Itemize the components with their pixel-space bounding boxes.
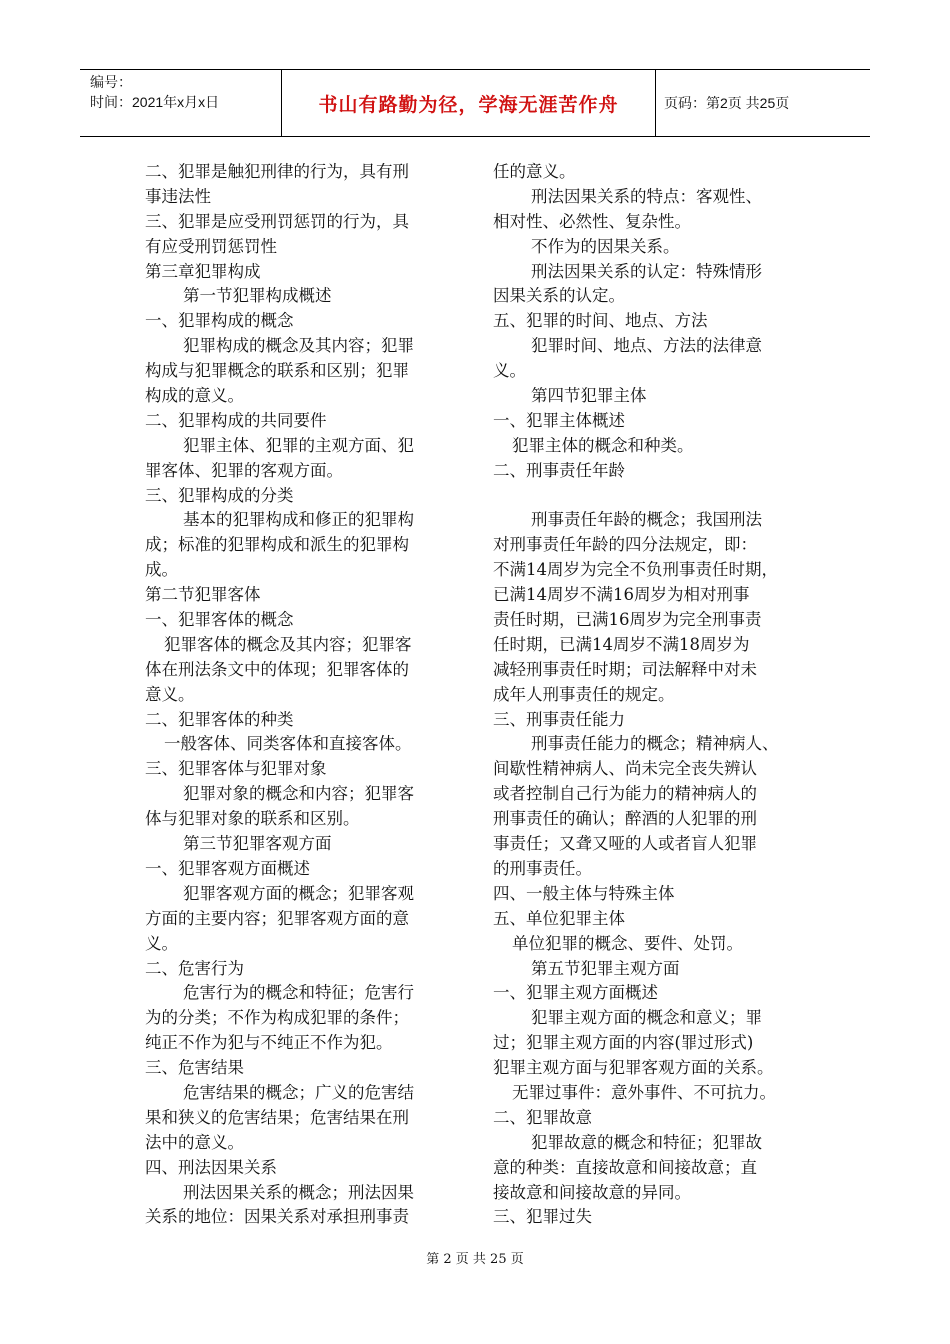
text-line: 相对性、必然性、复杂性。 [493,211,691,231]
text-line: 不满14周岁为完全不负刑事责任时期， [493,560,778,580]
text-line: 危害行为的概念和特征；危害行 [183,983,414,1003]
text-line: 一、犯罪主观方面概述 [493,983,658,1003]
text-line: 关系的地位：因果关系对承担刑事责 [145,1207,409,1227]
text-line: 二、犯罪构成的共同要件 [145,410,327,430]
document-number: 编号： [90,74,132,90]
left-text-column [145,160,461,1230]
text-line: 基本的犯罪构成和修正的犯罪构 [183,510,414,530]
text-line: 犯罪时间、地点、方法的法律意 [531,336,762,356]
text-line: 体在刑法条文中的体现；犯罪客体的 [145,659,409,679]
text-line: 责任时期，已满16周岁为完全刑事责 [493,610,762,630]
text-line: 四、刑法因果关系 [145,1157,277,1177]
header-page-info: 页码：第2页 共25页 [664,95,790,111]
text-line: 成；标准的犯罪构成和派生的犯罪构 [145,535,409,555]
text-line: 对刑事责任年龄的四分法规定，即： [493,535,757,555]
text-line: 犯罪客体的概念及其内容；犯罪客 [164,634,412,654]
text-line: 过；犯罪主观方面的内容(罪过形式) [493,1033,754,1053]
right-text-column [493,160,815,1230]
text-line: 二、危害行为 [145,958,244,978]
document-date: 时间：2021年x月x日 [90,94,220,110]
text-line: 刑事责任能力的概念；精神病人、 [531,734,779,754]
text-line: 三、刑事责任能力 [493,709,625,729]
text-line: 五、单位犯罪主体 [493,908,625,928]
text-line: 间歇性精神病人、尚未完全丧失辨认 [493,759,757,779]
text-line: 为的分类；不作为构成犯罪的条件； [145,1008,409,1028]
text-line: 刑事责任年龄的概念；我国刑法 [531,510,762,530]
text-line: 意义。 [145,684,195,704]
text-line: 刑事责任的确认；醉酒的人犯罪的刑 [493,809,757,829]
text-line: 第三章犯罪构成 [145,261,261,281]
text-line: 犯罪构成的概念及其内容；犯罪 [183,336,414,356]
text-line: 犯罪主体、犯罪的主观方面、犯 [183,435,414,455]
text-line: 纯正不作为犯与不纯正不作为犯。 [145,1033,393,1053]
text-line: 方面的主要内容；犯罪客观方面的意 [145,908,409,928]
text-line: 犯罪对象的概念和内容；犯罪客 [183,784,414,804]
text-line: 义。 [493,361,526,381]
text-line: 成年人刑事责任的规定。 [493,684,675,704]
text-line: 的刑事责任。 [493,858,592,878]
text-line: 果和狭义的危害结果；危害结果在刑 [145,1107,409,1127]
text-line: 四、一般主体与特殊主体 [493,883,675,903]
text-line: 无罪过事件：意外事件、不可抗力。 [512,1082,776,1102]
text-line: 任的意义。 [493,162,576,181]
text-line: 犯罪主观方面与犯罪客观方面的关系。 [493,1058,774,1078]
text-line: 单位犯罪的概念、要件、处罚。 [512,933,743,953]
text-line: 构成与犯罪概念的联系和区别；犯罪 [145,361,409,381]
text-line: 不作为的因果关系。 [531,236,680,256]
text-line: 已满14周岁不满16周岁为相对刑事 [493,585,750,605]
text-line: 任时期，已满14周岁不满18周岁为 [493,634,750,654]
text-line: 接故意和间接故意的异同。 [493,1182,691,1202]
text-line: 事责任；又聋又哑的人或者盲人犯罪 [493,834,757,854]
text-line: 三、危害结果 [145,1058,244,1078]
text-line: 二、犯罪客体的种类 [145,709,294,729]
page-header [80,69,870,137]
text-line: 构成的意义。 [145,386,244,406]
text-line: 义。 [145,933,178,953]
text-line: 刑法因果关系的认定：特殊情形 [531,261,762,281]
text-line: 成。 [145,560,178,580]
text-line: 刑法因果关系的特点：客观性、 [531,186,762,206]
text-line: 一般客体、同类客体和直接客体。 [164,734,412,754]
text-line: 罪客体、犯罪的客观方面。 [145,460,343,480]
text-line: 第一节犯罪构成概述 [183,286,332,306]
text-line: 减轻刑事责任时期；司法解释中对未 [493,659,757,679]
text-line: 一、犯罪主体概述 [493,410,625,430]
text-line: 二、犯罪故意 [493,1107,592,1127]
text-line: 第四节犯罪主体 [531,386,647,406]
text-line: 三、犯罪过失 [493,1207,592,1227]
text-line: 一、犯罪客观方面概述 [145,858,310,878]
text-line: 犯罪主观方面的概念和意义；罪 [531,1008,762,1028]
text-line: 第三节犯罪客观方面 [183,834,332,854]
text-line: 有应受刑罚惩罚性 [145,236,277,256]
text-line: 因果关系的认定。 [493,286,625,306]
text-line: 危害结果的概念；广义的危害结 [183,1082,414,1102]
text-line: 第五节犯罪主观方面 [531,958,680,978]
text-line: 意的种类：直接故意和间接故意；直 [493,1157,757,1177]
text-line: 犯罪主体的概念和种类。 [512,435,694,455]
text-line: 事违法性 [145,186,211,206]
page-footer: 第 2 页 共 25 页 [426,1252,524,1267]
text-line: 第二节犯罪客体 [145,585,261,605]
text-line: 二、犯罪是触犯刑律的行为，具有刑 [145,162,409,181]
text-line: 三、犯罪是应受刑罚惩罚的行为，具 [145,211,409,231]
text-line: 一、犯罪构成的概念 [145,311,294,331]
text-line: 犯罪故意的概念和特征；犯罪故 [531,1132,762,1152]
text-line: 犯罪客观方面的概念；犯罪客观 [183,883,414,903]
text-line: 三、犯罪客体与犯罪对象 [145,759,327,779]
header-motto: 书山有路勤为径，学海无涯苦作舟 [282,70,656,136]
text-line: 法中的意义。 [145,1132,244,1152]
text-line [493,484,815,509]
text-line: 二、刑事责任年龄 [493,460,625,480]
text-line: 或者控制自己行为能力的精神病人的 [493,784,757,804]
text-line: 体与犯罪对象的联系和区别。 [145,809,360,829]
header-meta [80,70,282,136]
text-line: 一、犯罪客体的概念 [145,610,294,630]
text-line: 五、犯罪的时间、地点、方法 [493,311,708,331]
text-line: 刑法因果关系的概念；刑法因果 [183,1182,414,1202]
text-line: 三、犯罪构成的分类 [145,485,294,505]
